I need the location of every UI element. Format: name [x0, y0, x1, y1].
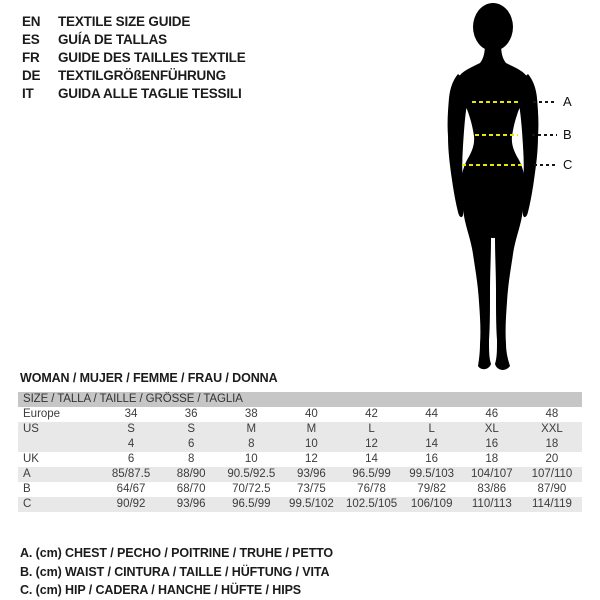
language-code: IT [22, 86, 34, 101]
row-label: B [23, 483, 31, 495]
measure-dash-yellow-c [462, 164, 524, 166]
size-cell: 79/82 [417, 483, 447, 495]
language-label: TEXTILE SIZE GUIDE [58, 14, 191, 29]
size-cell: 42 [365, 408, 378, 420]
marker-label-b: B [563, 127, 572, 142]
size-cell: 73/75 [297, 483, 326, 495]
size-cell: 107/110 [531, 468, 573, 480]
language-row [22, 31, 246, 49]
size-cell: 18 [545, 438, 559, 450]
size-cell: M [246, 423, 257, 435]
language-label: GUIDA ALLE TAGLIE TESSILI [58, 86, 242, 101]
size-table-body [18, 407, 582, 512]
language-row [22, 67, 246, 85]
measure-dash-black-c [534, 164, 557, 166]
size-cell: 96.5/99 [232, 498, 271, 510]
size-cell: 64/67 [116, 483, 146, 495]
size-cell: 46 [485, 408, 499, 420]
size-cell: 8 [248, 438, 255, 450]
measure-dash-yellow-a [472, 101, 520, 103]
legend-line: B. (cm) WAIST / CINTURA / TAILLE / HÜFTUNG / VITA [20, 564, 330, 579]
size-cell: 44 [425, 408, 439, 420]
size-cell: S [187, 423, 196, 435]
row-label: UK [23, 453, 39, 465]
size-cell: 6 [127, 453, 135, 465]
size-cell: 96.5/99 [352, 468, 391, 480]
table-row [18, 407, 582, 422]
measure-dash-black-b [532, 134, 557, 136]
size-cell: 110/113 [471, 498, 512, 510]
size-cell: 102.5/105 [345, 498, 398, 510]
language-label: GUÍA DE TALLAS [58, 32, 167, 47]
table-row [18, 437, 582, 452]
size-cell: 48 [545, 408, 559, 420]
size-cell: 90.5/92.5 [227, 468, 276, 480]
size-cell: 106/109 [410, 498, 453, 510]
size-cell: XXL [541, 423, 563, 435]
size-cell: 68/70 [176, 483, 206, 495]
size-cell: L [428, 423, 435, 435]
language-row [22, 13, 246, 31]
size-cell: 40 [305, 408, 318, 420]
size-cell: 16 [485, 438, 499, 450]
language-code: ES [22, 32, 40, 47]
woman-silhouette-icon [400, 0, 600, 392]
size-cell: 12 [305, 453, 318, 465]
size-cell: 99.5/102 [289, 498, 334, 510]
language-code: FR [22, 50, 40, 65]
silhouette-figure [400, 0, 600, 392]
size-cell: 34 [124, 408, 138, 420]
size-cell: 88/90 [176, 468, 206, 480]
row-label: Europe [23, 408, 61, 420]
size-cell: 14 [425, 438, 439, 450]
size-cell: 36 [184, 408, 198, 420]
size-cell: 85/87.5 [111, 468, 151, 480]
language-label: TEXTILGRÖßENFÜHRUNG [58, 68, 226, 83]
legend-line: A. (cm) CHEST / PECHO / POITRINE / TRUHE / PETTO [20, 546, 334, 560]
table-row [18, 497, 582, 512]
row-label: A [23, 468, 31, 480]
row-label [18, 437, 101, 452]
language-label: GUIDE DES TAILLES TEXTILE [58, 50, 246, 65]
size-cell: XL [484, 423, 499, 435]
size-cell: 12 [365, 438, 378, 450]
size-cell: 14 [365, 453, 378, 465]
size-cell: 70/72.5 [232, 483, 271, 495]
language-code: DE [22, 68, 41, 83]
size-cell: 104/107 [471, 468, 513, 480]
size-table-grid [18, 407, 582, 512]
legend-line: C. (cm) HIP / CADERA / HANCHE / HÜFTE / HIPS [20, 583, 302, 597]
size-cell: 76/78 [357, 483, 386, 495]
size-cell: 10 [244, 453, 258, 465]
table-row [18, 482, 582, 497]
marker-label-c: C [563, 157, 573, 172]
row-label: C [23, 498, 32, 510]
size-cell: 18 [485, 453, 499, 465]
size-cell: M [306, 423, 317, 435]
size-cell: 10 [305, 438, 318, 450]
marker-label-a: A [563, 94, 572, 109]
language-row [22, 85, 246, 103]
size-cell: 114/119 [532, 498, 572, 510]
language-list [22, 13, 246, 103]
section-title: WOMAN / MUJER / FEMME / FRAU / DONNA [20, 371, 278, 385]
measure-dash-yellow-b [475, 134, 518, 136]
table-row [18, 452, 582, 467]
table-row [18, 467, 582, 482]
measure-dash-black-a [533, 101, 557, 103]
size-cell: 93/96 [297, 468, 326, 480]
size-table-header: SIZE / TALLA / TAILLE / GRÖSSE / TAGLIA [18, 392, 582, 407]
size-cell: 8 [187, 453, 195, 465]
size-cell: 99.5/103 [409, 468, 455, 480]
language-row [22, 49, 246, 67]
size-cell: 90/92 [116, 498, 146, 510]
row-label: US [23, 423, 39, 435]
size-table [18, 392, 582, 512]
table-row [18, 422, 582, 437]
measure-legend [20, 544, 333, 600]
size-cell: 20 [545, 453, 559, 465]
size-cell: 87/90 [537, 483, 567, 495]
size-cell: L [368, 423, 375, 435]
size-cell: 83/86 [477, 483, 507, 495]
size-cell: 93/96 [176, 498, 206, 510]
size-cell: 38 [244, 408, 258, 420]
size-cell: 4 [127, 438, 135, 450]
language-code: EN [22, 14, 41, 29]
size-cell: S [127, 423, 135, 435]
size-cell: 6 [187, 438, 195, 450]
size-cell: 16 [425, 453, 439, 465]
